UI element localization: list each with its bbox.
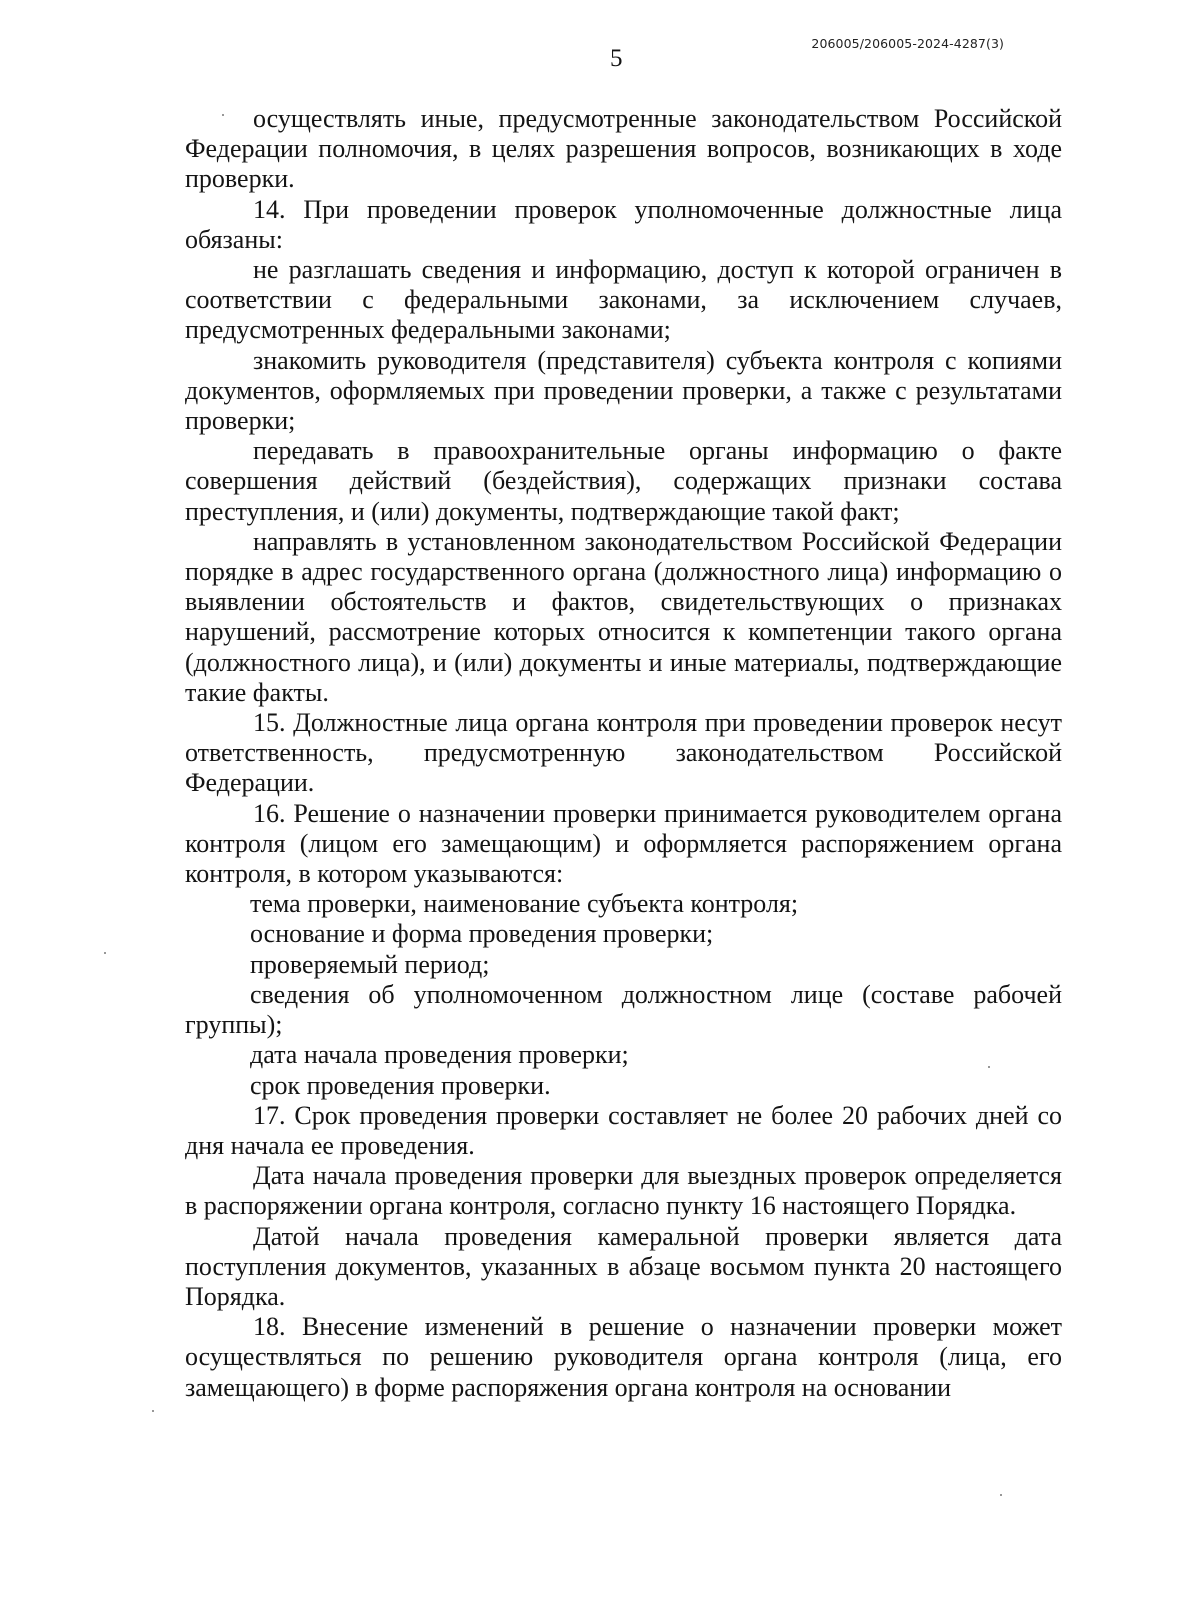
paragraph-acquaint-head: знакомить руководителя (представителя) субъекта контроля с копиями документов, оформляемых при проведении проверки, а также с результатами проверки;	[185, 345, 1062, 436]
document-code: 206005/206005-2024-4287(3)	[811, 36, 1004, 51]
scan-speck	[222, 114, 224, 116]
paragraph-item-14: 14. При проведении проверок уполномоченные должностные лица обязаны:	[185, 194, 1062, 254]
paragraph-law-enforcement: передавать в правоохранительные органы информацию о факте совершения действий (бездействия), содержащих признаки состава преступления, и (или) документы, подтверждающие такой факт;	[185, 436, 1062, 526]
scan-speck	[104, 952, 106, 954]
list-item-start-date: дата начала проведения проверки;	[250, 1040, 629, 1070]
paragraph-item-18: 18. Внесение изменений в решение о назначении проверки может осуществляться по решению руководителя органа контроля (лица, его замещающего) в форме распоряжения органа контроля на основании	[185, 1312, 1062, 1402]
scan-speck	[988, 1066, 990, 1068]
list-item-period: проверяемый период;	[250, 949, 490, 979]
list-item-basis: основание и форма проведения проверки;	[250, 919, 714, 949]
list-item-topic: тема проверки, наименование субъекта контроля;	[250, 889, 799, 919]
list-item-officials: сведения об уполномоченном должностном лице (составе рабочей группы);	[185, 979, 1062, 1040]
list-item-duration: срок проведения проверки.	[250, 1070, 551, 1100]
scan-speck	[152, 1410, 154, 1412]
paragraph-item-17: 17. Срок проведения проверки составляет не более 20 рабочих дней со дня начала ее проведения.	[185, 1100, 1062, 1160]
paragraph-item-16: 16. Решение о назначении проверки принимается руководителем органа контроля (лицом его замещающим) и оформляется распоряжением органа контроля, в котором указываются:	[185, 798, 1062, 889]
scan-speck	[1000, 1494, 1002, 1496]
document-body	[185, 104, 1062, 1403]
paragraph-state-body-info: направлять в установленном законодательством Российской Федерации порядке в адрес государственного органа (должностного лица) информацию о выявлении обстоятельств и фактов, свидетельствующих о признаках нарушений, рассмотрение которых относится к компетенции такого органа (должностного лица), и (или) документы и иные материалы, подтверждающие такие факты.	[185, 526, 1062, 707]
paragraph-item-15: 15. Должностные лица органа контроля при проведении проверок несут ответственность, предусмотренную законодательством Российской Федерации.	[185, 708, 1062, 798]
page-number: 5	[610, 45, 623, 72]
paragraph-nondisclosure: не разглашать сведения и информацию, доступ к которой ограничен в соответствии с федеральными законами, за исключением случаев, предусмотренных федеральными законами;	[185, 255, 1062, 345]
paragraph-field-inspection-date: Дата начала проведения проверки для выездных проверок определяется в распоряжении органа контроля, согласно пункту 16 настоящего Порядка.	[185, 1161, 1062, 1221]
paragraph-other-powers: осуществлять иные, предусмотренные законодательством Российской Федерации полномочия, в целях разрешения вопросов, возникающих в ходе проверки.	[185, 104, 1062, 194]
paragraph-desk-inspection-date: Датой начала проведения камеральной проверки является дата поступления документов, указанных в абзаце восьмом пункта 20 настоящего Порядка.	[185, 1221, 1062, 1311]
